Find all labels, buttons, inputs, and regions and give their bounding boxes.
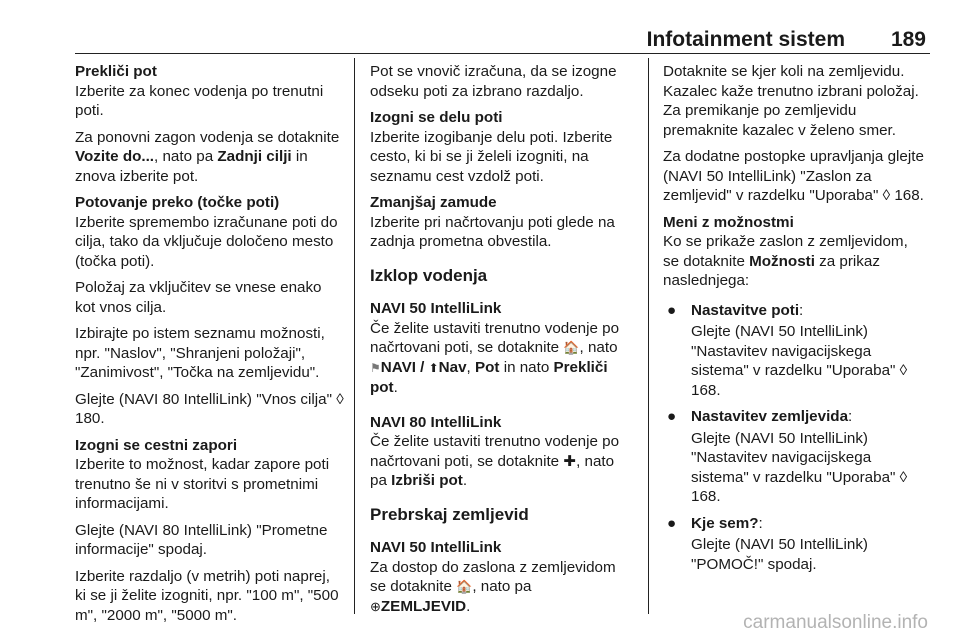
heading-avoid-roadblock: Izogni se cestni zapori	[75, 436, 238, 454]
heading-cancel-route: Prekliči pot	[75, 63, 157, 80]
column-left	[75, 62, 345, 632]
column-divider-1	[354, 58, 355, 614]
paragraph: Izbirajte po istem seznamu možnosti, npr. "Naslov", "Shranjeni položaji", "Zanimivost", "Točka na zemljevidu".	[75, 325, 325, 381]
flag-icon: ⚑	[370, 360, 381, 375]
home-icon: 🏠	[456, 579, 473, 594]
watermark: carmanualsonline.info	[743, 612, 928, 633]
header-divider	[75, 53, 930, 54]
bullet-icon: ●	[667, 301, 677, 319]
list-item-text: Glejte (NAVI 50 IntelliLink) "Nastavitev navigacijskega sistema" v razdelku "Uporaba" ◊ 168.	[691, 429, 908, 505]
paragraph: Izberite to možnost, kadar zapore poti trenutno še ni v storitvi s prometnimi informacijami.	[75, 456, 330, 512]
paragraph: Za dodatne postopke upravljanja glejte (NAVI 50 IntelliLink) "Zaslon za zemljevid" v razdelku "Uporaba" ◊ 168.	[663, 148, 924, 204]
heading-browse-map: Prebrskaj zemljevid	[370, 504, 529, 524]
page-header	[75, 22, 930, 52]
home-icon: 🏠	[563, 340, 580, 355]
paragraph: Za ponovni zagon vodenja se dotaknite Vozite do..., nato pa Zadnji cilji in znova izberite pot.	[75, 128, 340, 185]
column-middle	[370, 62, 634, 623]
paragraph: Pot se vnovič izračuna, da se izogne odseku poti za izbrano razdaljo.	[370, 63, 617, 100]
paragraph: Glejte (NAVI 80 IntelliLink) "Vnos cilja" ◊ 180.	[75, 390, 344, 427]
paragraph: Izberite spremembo izračunane poti do cilja, tako da vključuje določeno mesto (točka poti).	[75, 213, 338, 270]
label-navi80: NAVI 80 IntelliLink	[370, 413, 502, 431]
column-divider-2	[648, 58, 649, 614]
paragraph: Glejte (NAVI 80 IntelliLink) "Prometne informacije" spodaj.	[75, 521, 328, 558]
column-right	[663, 62, 927, 581]
label-navi50-map: NAVI 50 IntelliLink	[370, 539, 502, 556]
list-item: ● Nastavitev zemljevida:	[663, 407, 927, 427]
paragraph: Če želite ustaviti trenutno vodenje po načrtovani poti, se dotaknite 🏠, nato ⚑NAVI / ⬆Nav, Pot in nato Prekliči pot.	[370, 319, 620, 396]
list-item-text: Glejte (NAVI 50 IntelliLink) "Nastavitev navigacijskega sistema" v razdelku "Uporaba" ◊ 168.	[691, 323, 908, 399]
globe-icon: ⊕	[370, 598, 381, 614]
list-item-text: Glejte (NAVI 50 IntelliLink) "POMOČ!" spodaj.	[691, 536, 868, 573]
paragraph: Za dostop do zaslona z zemljevidom se dotaknite 🏠, nato pa ⊕ZEMLJEVID.	[370, 558, 616, 615]
list-item: ● Nastavitve poti:	[663, 301, 927, 321]
list-item: ● Kje sem?:	[663, 514, 927, 534]
paragraph: Izberite izogibanje delu poti. Izberite cesto, ki bi se ji želeli izogniti, na seznamu cest vzdolž poti.	[370, 128, 613, 185]
paragraph: Izberite pri načrtovanju poti glede na zadnja prometna obvestila.	[370, 213, 615, 250]
bullet-icon: ●	[667, 408, 677, 425]
paragraph: Ko se prikaže zaslon z zemljevidom, se dotaknite Možnosti za prikaz naslednjega:	[663, 233, 908, 289]
page-number: 189	[890, 28, 926, 51]
bullet-icon: ●	[667, 514, 677, 532]
heading-avoid-part: Izogni se delu poti	[370, 109, 503, 126]
paragraph: Položaj za vključitev se vnese enako kot vnos cilja.	[75, 279, 322, 316]
paragraph: Izberite za konec vodenja po trenutni poti.	[75, 82, 324, 119]
paragraph: Dotaknite se kjer koli na zemljevidu. Kazalec kaže trenutno izbrani položaj. Za premikanje po zemljevidu premaknite kazalec v želeno smer.	[663, 63, 919, 139]
car-arrow-icon: ⬆	[428, 360, 439, 375]
heading-options-menu: Meni z možnostmi	[663, 213, 794, 231]
paragraph: Če želite ustaviti trenutno vodenje po načrtovani poti, se dotaknite ✚, nato pa Izbriši pot.	[370, 433, 620, 489]
paragraph: Izberite razdaljo (v metrih) poti naprej, ki se ji želite izogniti, npr. "100 m", "500 m", "2000 m", "5000 m".	[75, 567, 339, 624]
plus-icon: ✚	[563, 452, 577, 470]
page-title: Infotainment sistem	[646, 28, 845, 51]
heading-exit-guidance: Izklop vodenja	[370, 265, 488, 285]
heading-waypoints: Potovanje preko (točke poti)	[75, 194, 280, 211]
heading-minimise-delays: Zmanjšaj zamude	[370, 194, 497, 211]
label-navi50: NAVI 50 IntelliLink	[370, 300, 502, 317]
